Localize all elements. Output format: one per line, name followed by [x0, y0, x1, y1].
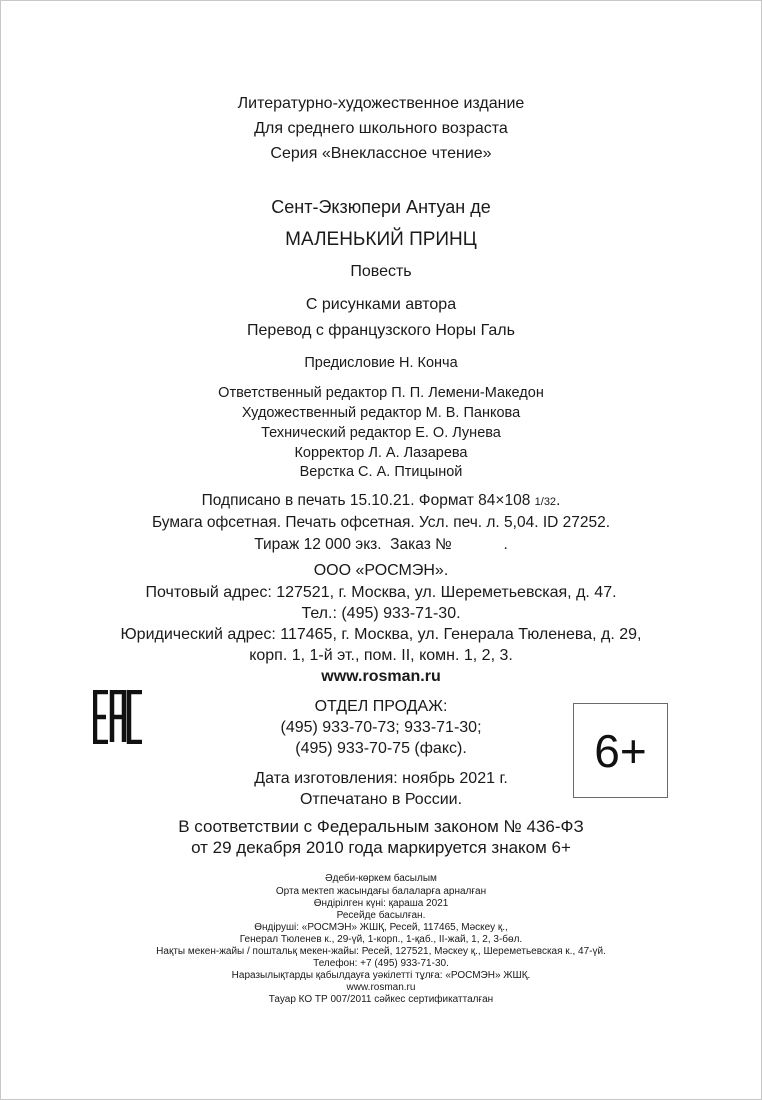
print-signed-text: Подписано в печать 15.10.21. Формат 84×108	[201, 492, 535, 509]
kz-line: Тауар КО ТР 007/2011 сәйкес сертификатталған	[268, 994, 494, 1005]
credit-line: Верстка С. А. Птицыной	[299, 464, 463, 480]
format-fraction: 1/32	[534, 496, 557, 508]
credit-line: Корректор Л. А. Лазарева	[294, 445, 468, 461]
edition-type: Литературно-художественное издание	[237, 95, 525, 112]
genre: Повесть	[350, 263, 412, 280]
printed-in: Отпечатано в России.	[299, 791, 463, 808]
illustrations-note: С рисунками автора	[305, 296, 457, 313]
kz-line: Ресейде басылған.	[336, 910, 426, 921]
kz-line: Наразылықтарды қабылдауға уәкілетті тұлға: «РОСМЭН» ЖШҚ.	[231, 970, 531, 981]
audience: Для среднего школьного возраста	[254, 120, 508, 137]
law-line-1: В соответствии с Федеральным законом № 436-ФЗ	[178, 817, 584, 836]
book-title: МАЛЕНЬКИЙ ПРИНЦ	[285, 229, 477, 250]
kz-line: Нақты мекен-жайы / поштальқ мекен-жайы: Ресей, 127521, Мәскеу қ., Шереметьевская к., 47-үй.	[156, 946, 606, 957]
translation-note: Перевод с французского Норы Галь	[247, 322, 515, 339]
legal-address-1: Юридический адрес: 117465, г. Москва, ул. Генерала Тюленева, д. 29,	[120, 626, 642, 643]
circulation-line: Тираж 12 000 экз. Заказ № .	[254, 536, 508, 553]
paper-line: Бумага офсетная. Печать офсетная. Усл. печ. л. 5,04. ID 27252.	[151, 514, 611, 531]
manufacture-date: Дата изготовления: ноябрь 2021 г.	[254, 770, 508, 787]
kz-line: Орта мектеп жасындағы балаларға арналған	[275, 886, 487, 897]
kz-line: Генерал Тюленев к., 29-үй, 1-корп., 1-қаб., II-жай, 1, 2, 3-бөл.	[239, 934, 523, 945]
law-line-2: от 29 декабря 2010 года маркируется знаком 6+	[191, 838, 571, 857]
sales-title: ОТДЕЛ ПРОДАЖ:	[314, 698, 448, 715]
eac-mark-icon	[93, 690, 145, 744]
kz-line: Телефон: +7 (495) 933-71-30.	[313, 958, 449, 969]
print-signed-end: .	[556, 492, 561, 509]
kz-line: Әдеби-көркем басылым	[325, 873, 437, 884]
website: www.rosman.ru	[321, 668, 441, 685]
credit-line: Художественный редактор М. В. Панкова	[241, 405, 521, 421]
postal-address: Почтовый адрес: 127521, г. Москва, ул. Шереметьевская, д. 47.	[145, 584, 617, 601]
legal-address-2: корп. 1, 1-й эт., пом. II, комн. 1, 2, 3.	[249, 647, 513, 664]
sales-phones-2: (495) 933-70-75 (факс).	[295, 740, 467, 757]
print-signed-line	[0, 492, 762, 510]
kz-line: www.rosman.ru	[346, 982, 416, 993]
age-rating-badge: 6+	[573, 703, 668, 798]
kz-line: Өндірілген күні: қараша 2021	[313, 898, 449, 909]
kz-line: Өндіруші: «РОСМЭН» ЖШҚ, Ресей, 117465, Мәскеу қ.,	[254, 922, 508, 933]
foreword-note: Предисловие Н. Конча	[304, 355, 458, 371]
credit-line: Технический редактор Е. О. Лунева	[261, 425, 501, 441]
publisher-name: ООО «РОСМЭН».	[313, 562, 449, 579]
author: Сент-Экзюпери Антуан де	[271, 197, 491, 217]
sales-phones-1: (495) 933-70-73; 933-71-30;	[280, 719, 482, 736]
series: Серия «Внеклассное чтение»	[270, 145, 492, 162]
phone: Тел.: (495) 933-71-30.	[301, 605, 461, 622]
credit-line: Ответственный редактор П. П. Лемени-Македон	[218, 385, 544, 401]
